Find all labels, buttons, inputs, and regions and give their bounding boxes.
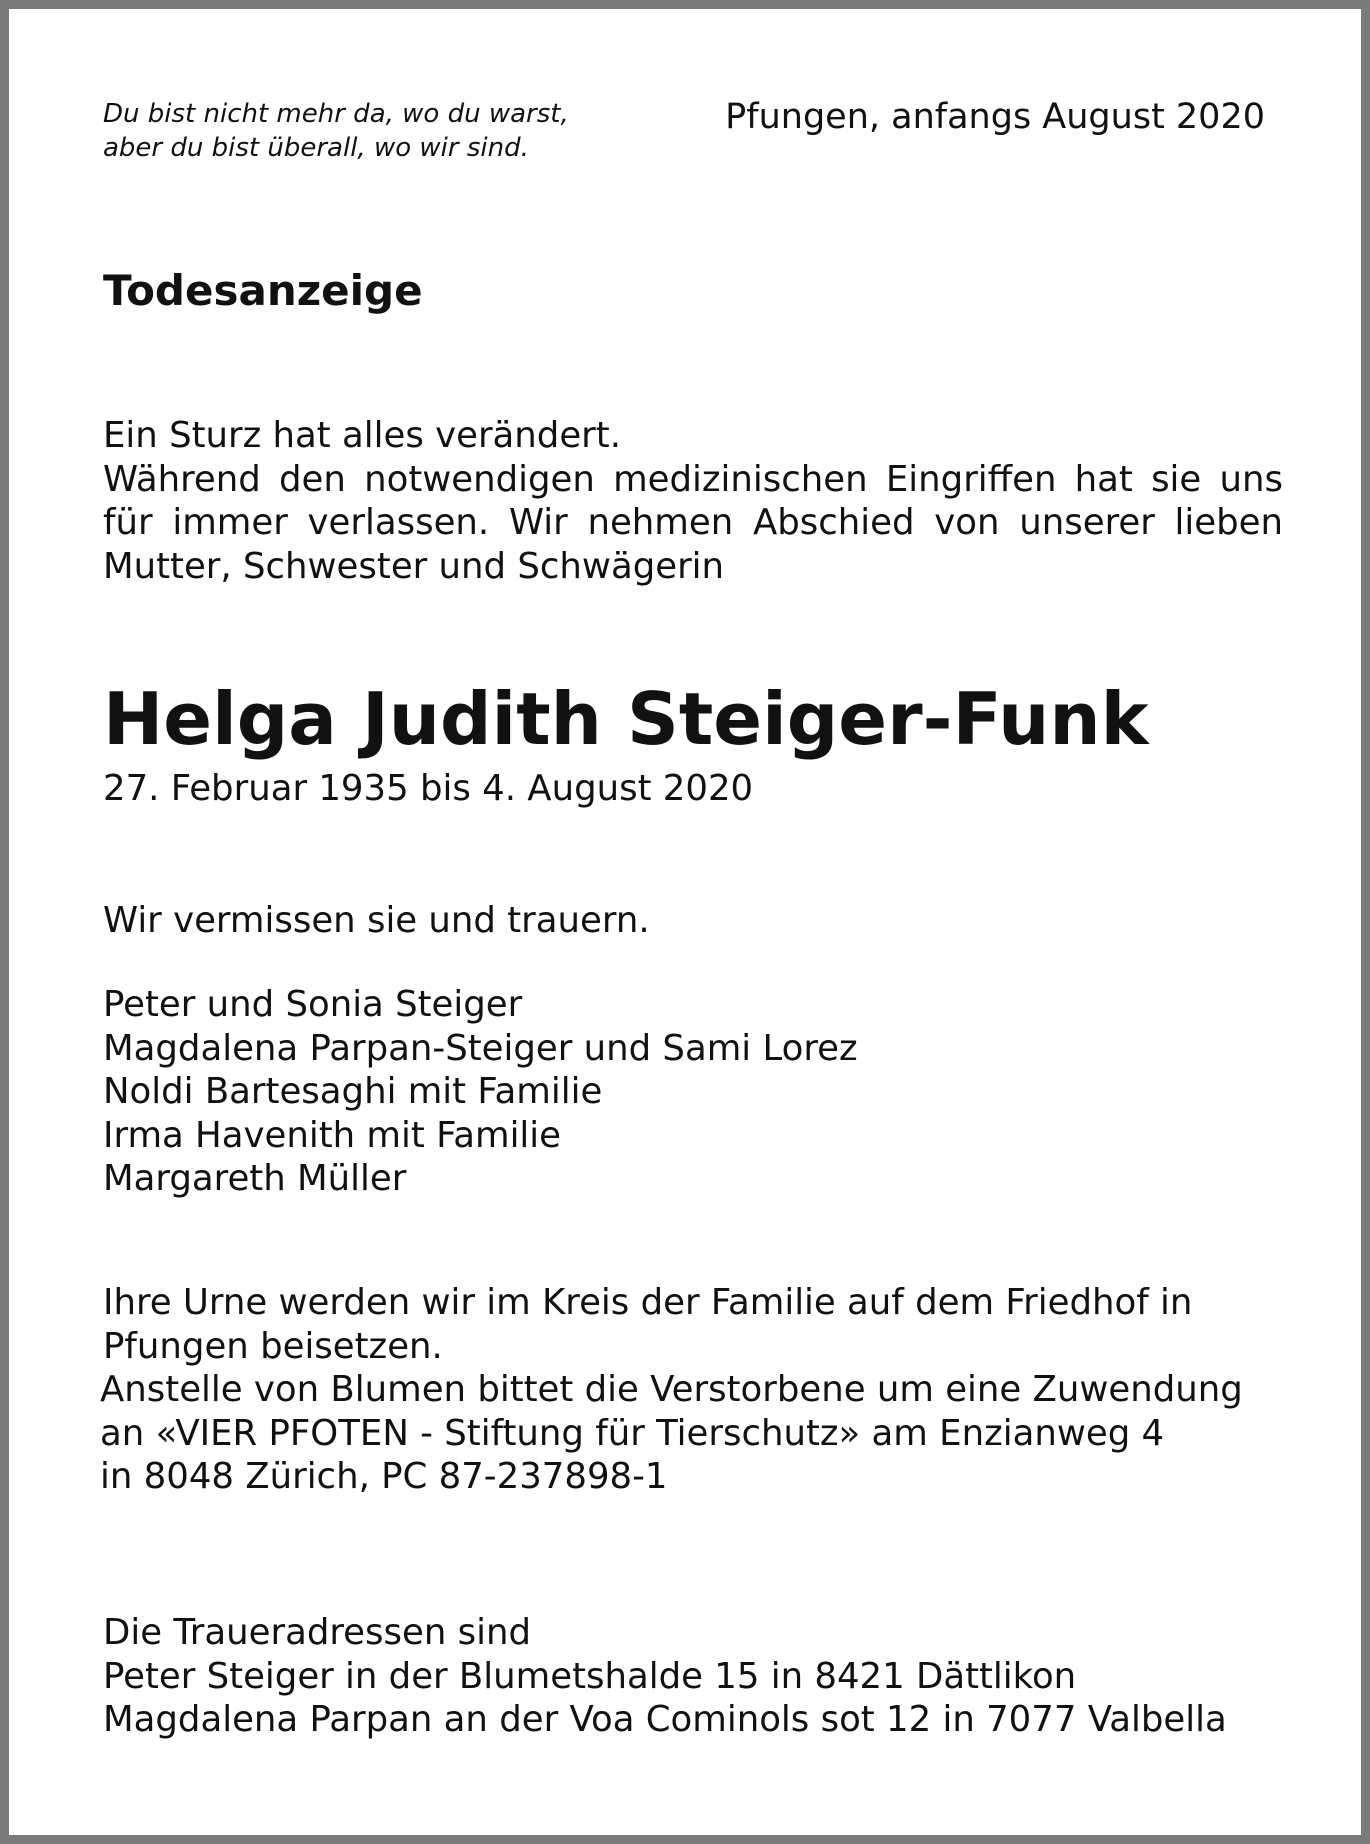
mourning-line: Wir vermissen sie und trauern. xyxy=(103,900,650,941)
intro-paragraph: Während den notwendigen medizinischen Eingriffen hat sie uns für immer verlassen. Wir nehmen Abschied von unserer lieben Mutter, Schwester und Schwägerin xyxy=(103,458,1283,587)
motto-line: aber du bist überall, wo wir sind. xyxy=(103,133,529,163)
address-line: Magdalena Parpan an der Voa Cominols sot 12 in 7077 Valbella xyxy=(103,1699,1227,1740)
deceased-name: Helga Judith Steiger-Funk xyxy=(103,677,1149,761)
page-title: Todesanzeige xyxy=(103,266,423,315)
life-dates: 27. Februar 1935 bis 4. August 2020 xyxy=(103,768,754,809)
family-member: Noldi Bartesaghi mit Familie xyxy=(103,1071,603,1112)
intro-text xyxy=(103,414,1283,588)
address-line: Peter Steiger in der Blumetshalde 15 in 8421 Dättlikon xyxy=(103,1655,1077,1697)
address-line: Die Traueradressen sind xyxy=(103,1612,532,1653)
family-member: Peter und Sonia Steiger xyxy=(103,984,523,1025)
family-member: Margareth Müller xyxy=(103,1158,407,1199)
place-date: Pfungen, anfangs August 2020 xyxy=(725,97,1265,137)
intro-first-line: Ein Sturz hat alles verändert. xyxy=(103,415,621,456)
family-member: Magdalena Parpan-Steiger und Sami Lorez xyxy=(103,1027,858,1069)
donation-line: Anstelle von Blumen bittet die Verstorbene um eine Zuwendung xyxy=(100,1369,1243,1410)
burial-note: Ihre Urne werden wir im Kreis der Familie auf dem Friedhof in Pfungen beisetzen. xyxy=(103,1282,1193,1367)
donation-note xyxy=(100,1368,1243,1499)
donation-line: an «VIER PFOTEN - Stiftung für Tierschutz» am Enzianweg 4 xyxy=(100,1412,1165,1454)
mourning-addresses xyxy=(103,1611,1227,1742)
motto-quote xyxy=(103,97,569,165)
family-member: Irma Havenith mit Familie xyxy=(103,1114,561,1156)
donation-line: in 8048 Zürich, PC 87-237898-1 xyxy=(100,1456,668,1497)
motto-line: Du bist nicht mehr da, wo du warst, xyxy=(103,99,569,129)
family-list xyxy=(103,983,858,1201)
